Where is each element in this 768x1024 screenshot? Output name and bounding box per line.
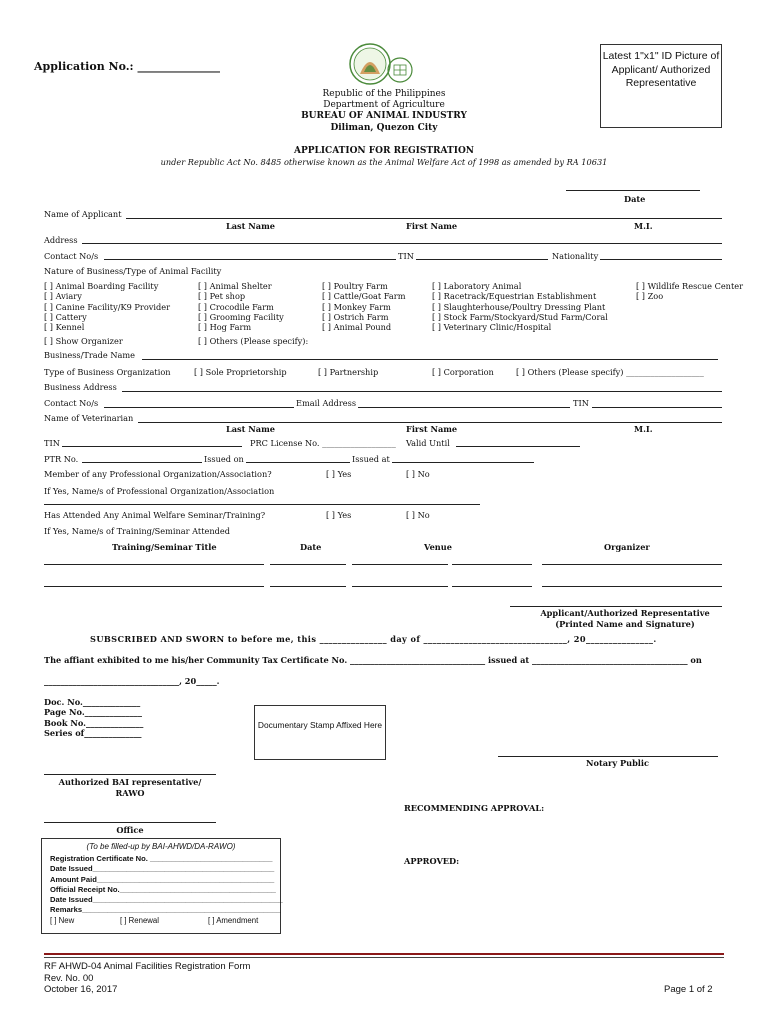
facility-option[interactable]: [ ] Wildlife Rescue Center bbox=[636, 281, 744, 291]
documentary-stamp-box: Documentary Stamp Affixed Here bbox=[254, 705, 386, 760]
member-yes-option[interactable]: [ ] Yes bbox=[326, 469, 352, 479]
member-question: Member of any Professional Organization/Association? bbox=[44, 469, 272, 479]
remarks-field[interactable]: Remarks_______________________________________________ bbox=[50, 905, 281, 915]
republic-text: Republic of the Philippines bbox=[322, 89, 446, 99]
ptr-line[interactable] bbox=[82, 462, 202, 463]
facility-option[interactable]: [ ] Laboratory Animal bbox=[432, 281, 522, 291]
facility-option[interactable]: [ ] Canine Facility/K9 Provider bbox=[44, 301, 170, 312]
tin-label: TIN bbox=[398, 251, 414, 261]
revision-date: October 16, 2017 bbox=[44, 984, 118, 995]
veterinarian-name-line[interactable] bbox=[138, 422, 722, 423]
partnership-option[interactable]: [ ] Partnership bbox=[318, 367, 379, 377]
trade-name-label: Business/Trade Name bbox=[44, 350, 135, 360]
office-use-header: (To be filled-up by BAI-AHWD/DA-RAWO) bbox=[86, 842, 236, 851]
nature-of-business-label: Nature of Business/Type of Animal Facility bbox=[44, 266, 222, 276]
vet-mi-label: M.I. bbox=[634, 424, 653, 434]
business-tin-label: TIN bbox=[573, 398, 589, 408]
contact-label: Contact No/s bbox=[44, 251, 99, 261]
revision-no: Rev. No. 00 bbox=[44, 972, 94, 984]
seminar-venue-line[interactable] bbox=[452, 586, 532, 587]
sole-proprietorship-option[interactable]: [ ] Sole Proprietorship bbox=[194, 367, 287, 377]
address-text: Diliman, Quezon City bbox=[330, 123, 438, 133]
representative-label: Applicant/Authorized Representative bbox=[540, 608, 710, 618]
facility-column-3[interactable] bbox=[322, 281, 405, 332]
show-organizer-option[interactable]: [ ] Show Organizer bbox=[44, 336, 123, 346]
facility-option[interactable]: [ ] Animal Pound bbox=[322, 322, 392, 333]
form-title: APPLICATION FOR REGISTRATION bbox=[293, 146, 475, 156]
facility-column-4[interactable] bbox=[432, 281, 608, 332]
address-line[interactable] bbox=[82, 243, 722, 244]
office-line[interactable] bbox=[44, 822, 216, 823]
business-address-line[interactable] bbox=[122, 391, 722, 392]
page-number: Page 1 of 2 bbox=[664, 984, 713, 995]
seminar-no-option[interactable]: [ ] No bbox=[406, 510, 430, 520]
facility-option[interactable]: [ ] Crocodile Farm bbox=[198, 301, 274, 312]
footer-rule bbox=[44, 953, 724, 955]
facility-option[interactable]: [ ] Monkey Farm bbox=[322, 301, 391, 312]
rawo-label: RAWO bbox=[115, 788, 145, 798]
issued-at-label: Issued at bbox=[352, 454, 390, 464]
valid-until-label: Valid Until bbox=[406, 438, 450, 448]
first-name-label: First Name bbox=[406, 221, 458, 231]
col-venue-header: Venue bbox=[424, 542, 452, 552]
notary-signature-line[interactable] bbox=[498, 756, 718, 757]
seminar-date-line[interactable] bbox=[270, 586, 346, 587]
footer-info bbox=[44, 961, 250, 996]
affiant-text: The affiant exhibited to me his/her Community Tax Certificate No. _________________________________ issued at ______________________________________ on bbox=[44, 655, 702, 665]
last-name-label: Last Name bbox=[226, 221, 275, 231]
date-line[interactable] bbox=[566, 190, 700, 191]
business-others-option[interactable]: [ ] Others (Please specify) ___________________ bbox=[516, 367, 704, 377]
valid-until-line[interactable] bbox=[456, 446, 580, 447]
facility-option[interactable]: [ ] Animal Boarding Facility bbox=[44, 281, 159, 291]
seminar-question: Has Attended Any Animal Welfare Seminar/Training? bbox=[44, 510, 266, 520]
col-title-header: Training/Seminar Title bbox=[112, 542, 217, 552]
id-picture-box[interactable]: Latest 1"x1" ID Picture of Applicant/ Authorized Representative bbox=[600, 44, 722, 128]
issued-on-label: Issued on bbox=[204, 454, 244, 464]
issued-at-line[interactable] bbox=[392, 462, 534, 463]
office-use-fields[interactable] bbox=[50, 854, 283, 916]
business-tin-line[interactable] bbox=[592, 407, 722, 408]
col-date-header: Date bbox=[300, 542, 322, 552]
others-option[interactable]: [ ] Others (Please specify): bbox=[198, 336, 309, 346]
seminar-title-line[interactable] bbox=[44, 586, 264, 587]
facility-option[interactable]: [ ] Cattery bbox=[44, 311, 87, 322]
vet-tin-line[interactable] bbox=[62, 446, 242, 447]
seminar-title-line[interactable] bbox=[44, 564, 264, 565]
email-label: Email Address bbox=[296, 398, 357, 408]
seminar-date-line[interactable] bbox=[270, 564, 346, 565]
year-line-text: _________________________________, 20_____. bbox=[44, 676, 220, 686]
vet-first-name-label: First Name bbox=[406, 424, 458, 434]
registration-certificate-field[interactable]: Registration Certificate No. _____________________________ bbox=[50, 854, 273, 863]
new-option[interactable]: [ ] New bbox=[50, 916, 75, 925]
facility-option[interactable]: [ ] Zoo bbox=[636, 291, 664, 302]
vet-tin-label: TIN bbox=[44, 438, 60, 448]
doc-no-field[interactable]: Doc. No.______________ bbox=[44, 697, 141, 707]
bureau-text: BUREAU OF ANIMAL INDUSTRY bbox=[301, 111, 467, 121]
veterinarian-name-label: Name of Veterinarian bbox=[44, 413, 134, 423]
seminar-venue-line[interactable] bbox=[352, 564, 448, 565]
applicant-name-line[interactable] bbox=[126, 218, 722, 219]
amount-paid-field[interactable]: Amount Paid__________________________________________ bbox=[50, 874, 275, 884]
notarial-register[interactable] bbox=[44, 697, 143, 739]
nationality-label: Nationality bbox=[552, 251, 599, 261]
renewal-option[interactable]: [ ] Renewal bbox=[120, 916, 160, 925]
office-label: Office bbox=[116, 825, 144, 835]
member-no-option[interactable]: [ ] No bbox=[406, 469, 430, 479]
facility-option[interactable]: [ ] Kennel bbox=[44, 322, 85, 333]
email-line[interactable] bbox=[358, 407, 570, 408]
business-contact-line[interactable] bbox=[104, 407, 294, 408]
form-id: RF AHWD-04 Animal Facilities Registration Form bbox=[44, 961, 251, 972]
amendment-option[interactable]: [ ] Amendment bbox=[208, 916, 259, 925]
facility-option[interactable]: [ ] Racetrack/Equestrian Establishment bbox=[432, 291, 597, 302]
seminar-venue-line[interactable] bbox=[452, 564, 532, 565]
official-receipt-field[interactable]: Official Receipt No._____________________________________ bbox=[50, 884, 276, 894]
facility-option[interactable]: [ ] Hog Farm bbox=[198, 322, 252, 333]
facility-option[interactable]: [ ] Grooming Facility bbox=[198, 311, 284, 322]
ptr-label: PTR No. bbox=[44, 454, 79, 464]
series-of-field[interactable]: Series of______________ bbox=[44, 728, 142, 739]
vet-last-name-label: Last Name bbox=[226, 424, 275, 434]
name-of-applicant-label: Name of Applicant bbox=[44, 209, 122, 219]
application-no[interactable]: Application No.: _______________ bbox=[34, 60, 220, 73]
facility-option[interactable]: [ ] Ostrich Farm bbox=[322, 311, 389, 322]
prc-license-field[interactable]: PRC License No. __________________ bbox=[250, 438, 396, 448]
page-no-field[interactable]: Page No.______________ bbox=[44, 707, 142, 718]
corporation-option[interactable]: [ ] Corporation bbox=[432, 367, 494, 377]
bai-rep-signature-line[interactable] bbox=[44, 774, 216, 775]
facility-option[interactable]: [ ] Pet shop bbox=[198, 291, 246, 302]
col-organizer-header: Organizer bbox=[604, 542, 650, 552]
contact-line[interactable] bbox=[104, 259, 396, 260]
issued-on-line[interactable] bbox=[246, 462, 350, 463]
nationality-line[interactable] bbox=[600, 259, 722, 260]
if-yes-seminar-label: If Yes, Name/s of Training/Seminar Attended bbox=[44, 526, 230, 536]
book-no-field[interactable]: Book No.______________ bbox=[44, 717, 144, 728]
facility-option[interactable]: [ ] Poultry Farm bbox=[322, 281, 388, 291]
facility-option[interactable]: [ ] Veterinary Clinic/Hospital bbox=[432, 322, 552, 333]
footer-rule bbox=[44, 957, 724, 958]
date-issued-field[interactable]: Date Issued___________________________________________ bbox=[50, 864, 275, 874]
seminar-organizer-line[interactable] bbox=[542, 564, 722, 565]
date-label: Date bbox=[624, 194, 646, 204]
business-contact-label: Contact No/s bbox=[44, 398, 99, 408]
approved-label: APPROVED: bbox=[404, 856, 460, 866]
seminar-venue-line[interactable] bbox=[352, 586, 448, 587]
facility-option[interactable]: [ ] Cattle/Goat Farm bbox=[322, 291, 406, 302]
address-label: Address bbox=[44, 235, 78, 245]
date-issued-field[interactable]: Date Issued_____________________________________________ bbox=[50, 895, 283, 905]
form-subtitle: under Republic Act No. 8485 otherwise known as the Animal Welfare Act of 1998 as amended by RA 10631 bbox=[160, 157, 608, 167]
authorized-bai-label: Authorized BAI representative/ bbox=[58, 777, 202, 787]
representative-signature-line[interactable] bbox=[510, 606, 722, 607]
department-of-agriculture-logo bbox=[346, 40, 418, 88]
facility-option[interactable]: [ ] Stock Farm/Stockyard/Stud Farm/Coral bbox=[432, 311, 608, 322]
business-type-label: Type of Business Organization bbox=[44, 367, 171, 377]
notary-public-label: Notary Public bbox=[586, 758, 649, 768]
facility-column-2[interactable] bbox=[198, 281, 284, 332]
recommending-approval-label: RECOMMENDING APPROVAL: bbox=[404, 803, 545, 813]
tin-line[interactable] bbox=[416, 259, 548, 260]
trade-name-line[interactable] bbox=[142, 359, 718, 360]
business-address-label: Business Address bbox=[44, 382, 117, 392]
facility-option[interactable]: [ ] Aviary bbox=[44, 291, 82, 302]
facility-column-1[interactable] bbox=[44, 281, 170, 332]
subscribed-sworn-text: SUBSCRIBED AND SWORN to before me, this _______________ day of ________________________________, 20_______________. bbox=[90, 634, 657, 644]
org-name-line[interactable] bbox=[44, 504, 480, 505]
facility-column-5[interactable] bbox=[636, 281, 743, 302]
seminar-organizer-line[interactable] bbox=[542, 586, 722, 587]
facility-option[interactable]: [ ] Animal Shelter bbox=[198, 281, 272, 291]
department-text: Department of Agriculture bbox=[323, 100, 445, 110]
facility-option[interactable]: [ ] Slaughterhouse/Poultry Dressing Plant bbox=[432, 301, 606, 312]
representative-sublabel: (Printed Name and Signature) bbox=[555, 619, 695, 629]
mi-label: M.I. bbox=[634, 221, 653, 231]
seminar-yes-option[interactable]: [ ] Yes bbox=[326, 510, 352, 520]
if-yes-org-label: If Yes, Name/s of Professional Organization/Association bbox=[44, 486, 275, 496]
